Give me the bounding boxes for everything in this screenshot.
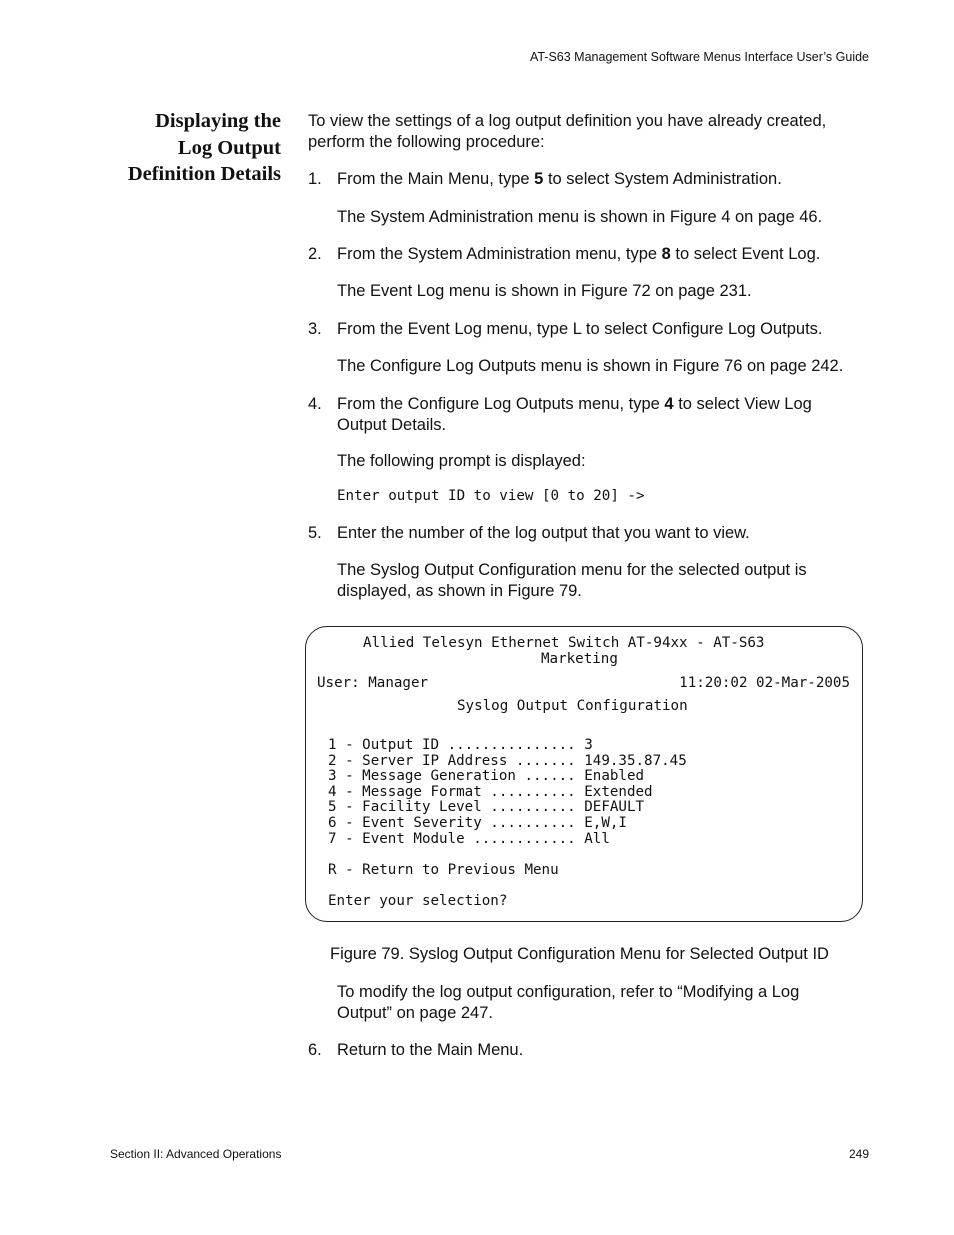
- terminal-user: User: Manager: [317, 675, 429, 691]
- menu-option-server-ip: 2 - Server IP Address ....... 149.35.87.45: [328, 753, 687, 769]
- step-4-note: The following prompt is displayed:: [337, 452, 586, 470]
- step-text: From the Event Log menu, type L to select Configure Log Outputs.: [337, 320, 823, 338]
- step-number: 3.: [308, 320, 322, 338]
- command-prompt: Enter output ID to view [0 to 20] ->: [337, 488, 645, 504]
- step-text: Enter the number of the log output that you want to view.: [337, 524, 750, 542]
- terminal-screen: [305, 626, 863, 922]
- running-header: AT-S63 Management Software Menus Interface User’s Guide: [529, 50, 869, 64]
- step-number: 6.: [308, 1041, 322, 1059]
- terminal-title: Allied Telesyn Ethernet Switch AT-94xx - AT-S63: [363, 635, 765, 651]
- step-5-note: The Syslog Output Configuration menu for the selected output is displayed, as shown in Figure 79.: [337, 561, 807, 600]
- section-heading: [100, 108, 281, 188]
- step-text: From the Main Menu, type 5 to select System Administration.: [337, 170, 782, 188]
- terminal-menu-title: Syslog Output Configuration: [457, 698, 688, 714]
- menu-option-message-generation: 3 - Message Generation ...... Enabled: [328, 768, 645, 784]
- figure-caption: Figure 79. Syslog Output Configuration Menu for Selected Output ID: [330, 945, 829, 963]
- menu-option-message-format: 4 - Message Format .......... Extended: [328, 784, 653, 800]
- menu-option-return: R - Return to Previous Menu: [328, 862, 559, 878]
- selection-prompt: Enter your selection?: [328, 893, 508, 909]
- step-3-note: The Configure Log Outputs menu is shown in Figure 76 on page 242.: [337, 357, 844, 375]
- step-text: Return to the Main Menu.: [337, 1041, 524, 1059]
- heading-line: Log Output: [177, 136, 281, 159]
- step-text: From the Configure Log Outputs menu, type 4 to select View Log Output Details.: [337, 395, 812, 434]
- step-number: 4.: [308, 395, 322, 413]
- menu-option-output-id: 1 - Output ID ............... 3: [328, 737, 593, 753]
- page-number: 249: [848, 1147, 869, 1161]
- step-number: 2.: [308, 245, 322, 263]
- terminal-datetime: 11:20:02 02-Mar-2005: [679, 675, 850, 691]
- modify-note: To modify the log output configuration, refer to “Modifying a Log Output” on page 247.: [337, 983, 800, 1022]
- step-text: From the System Administration menu, type 8 to select Event Log.: [337, 245, 821, 263]
- step-number: 5.: [308, 524, 322, 542]
- intro-paragraph: To view the settings of a log output definition you have already created, perform the following procedure:: [308, 112, 827, 151]
- menu-option-event-module: 7 - Event Module ............ All: [328, 831, 610, 847]
- step-2-note: The Event Log menu is shown in Figure 72 on page 231.: [337, 282, 752, 300]
- step-number: 1.: [308, 170, 322, 188]
- menu-option-facility-level: 5 - Facility Level .......... DEFAULT: [328, 799, 645, 815]
- terminal-subtitle: Marketing: [541, 651, 618, 667]
- heading-line: Displaying the: [155, 110, 281, 132]
- step-1-note: The System Administration menu is shown in Figure 4 on page 46.: [337, 208, 823, 226]
- heading-line: Definition Details: [127, 163, 281, 185]
- menu-option-event-severity: 6 - Event Severity .......... E,W,I: [328, 815, 627, 831]
- footer-section: Section II: Advanced Operations: [110, 1147, 282, 1161]
